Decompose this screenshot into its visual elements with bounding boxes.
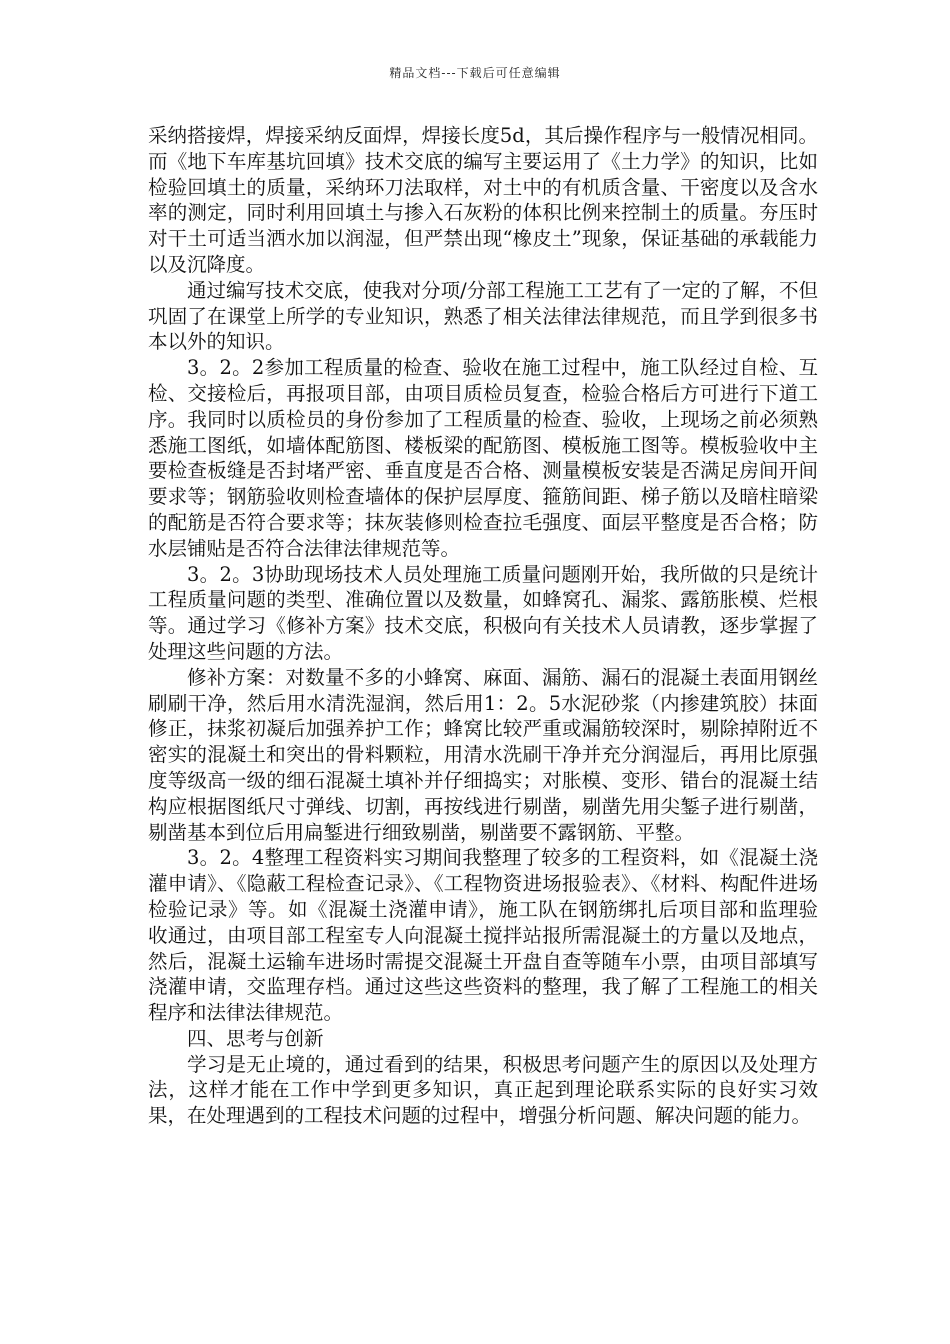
paragraph: 3。2。4整理工程资料实习期间我整理了较多的工程资料，如《混凝土浇灌申请》、《隐蔽工程检查记录》、《工程物资进场报验表》、《材料、构配件进场检验记录》等。如《混凝土浇灌申请》，施工队在钢筋绑扎后项目部和监理验收通过，由项目部工程室专人向混凝土搅拌站报所需混凝土的方量以及地点，然后，混凝土运输车进场时需提交混凝土开盘自查等随车小票，由项目部填写浇灌申请，交监理存档。通过这些这些资料的整理，我了解了工程施工的相关程序和法律法律规范。	[148, 846, 818, 1025]
paragraph: 3。2。2参加工程质量的检查、验收在施工过程中，施工队经过自检、互检、交接检后，再报项目部，由项目质检员复查，检验合格后方可进行下道工序。我同时以质检员的身份参加了工程质量的检查、验收，上现场之前必须熟悉施工图纸，如墙体配筋图、楼板梁的配筋图、模板施工图等。模板验收中主要检查板缝是否封堵严密、垂直度是否合格、测量模板安装是否满足房间开间要求等；钢筋验收则检查墙体的保护层厚度、箍筋间距、梯子筋以及暗柱暗梁的配筋是否符合要求等；抹灰装修则检查拉毛强度、面层平整度是否合格；防水层铺贴是否符合法律法律规范等。	[148, 356, 818, 560]
section-heading: 四、思考与创新	[187, 1026, 324, 1050]
page-header: 精品文档---下载后可任意编辑	[389, 66, 561, 80]
paragraph: 学习是无止境的，通过看到的结果，积极思考问题产生的原因以及处理方法，这样才能在工作中学到更多知识，真正起到理论联系实际的良好实习效果，在处理遇到的工程技术问题的过程中，增强分析问题、解决问题的能力。	[148, 1052, 818, 1128]
paragraph: 3。2。3协助现场技术人员处理施工质量问题刚开始，我所做的只是统计工程质量问题的类型、准确位置以及数量，如蜂窝孔、漏浆、露筋胀模、烂根等。通过学习《修补方案》技术交底，积极向有关技术人员请教，逐步掌握了处理这些问题的方法。	[148, 562, 818, 663]
document-body	[148, 123, 818, 1129]
paragraph: 通过编写技术交底，使我对分项/分部工程施工工艺有了一定的了解，不但巩固了在课堂上所学的专业知识，熟悉了相关法律法律规范，而且学到很多书本以外的知识。	[148, 278, 818, 354]
paragraph: 采纳搭接焊，焊接采纳反面焊，焊接长度5d，其后操作程序与一般情况相同。而《地下车库基坑回填》技术交底的编写主要运用了《土力学》的知识，比如检验回填土的质量，采纳环刀法取样，对土中的有机质含量、干密度以及含水率的测定，同时利用回填土与掺入石灰粉的体积比例来控制土的质量。夯压时对干土可适当洒水加以润湿，但严禁出现“橡皮土”现象，保证基础的承载能力以及沉降度。	[148, 124, 818, 276]
paragraph: 修补方案：对数量不多的小蜂窝、麻面、漏筋、漏石的混凝土表面用钢丝刷刷干净，然后用水清洗湿润，然后用1：2。5水泥砂浆（内掺建筑胶）抹面修正，抹浆初凝后加强养护工作；蜂窝比较严重或漏筋较深时，剔除掉附近不密实的混凝土和突出的骨料颗粒，用清水洗刷干净并充分润湿后，再用比原强度等级高一级的细石混凝土填补并仔细捣实；对胀模、变形、错台的混凝土结构应根据图纸尺寸弹线、切割，再按线进行剔凿，剔凿先用尖錾子进行剔凿，剔凿基本到位后用扁錾进行细致剔凿，剔凿要不露钢筋、平整。	[148, 665, 818, 844]
